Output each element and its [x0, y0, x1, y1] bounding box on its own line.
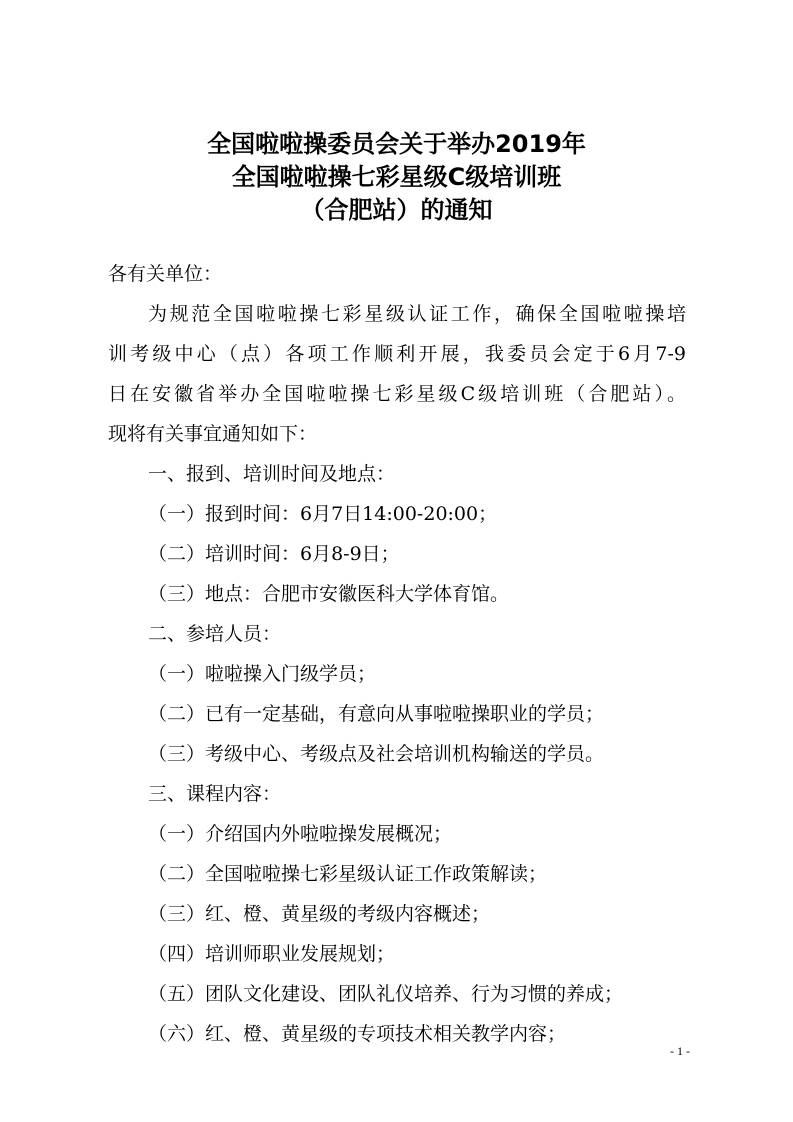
intro-line-3: 日在安徽省举办全国啦啦操七彩星级C级培训班（合肥站）。: [108, 383, 686, 405]
section-2-item-3: （三）考级中心、考级点及社会培训机构输送的学员。: [148, 743, 605, 765]
section-3-item-3: （三）红、橙、黄星级的考级内容概述；: [148, 903, 491, 925]
intro-line-4: 现将有关事宜通知如下：: [108, 423, 318, 445]
section-3-item-2: （二）全国啦啦操七彩星级认证工作政策解读；: [148, 863, 548, 885]
section-3-item-4: （四）培训师职业发展规划；: [148, 943, 396, 965]
section-3-item-1: （一）介绍国内外啦啦操发展概况；: [148, 823, 453, 845]
document-title-line-3: （合肥站）的通知: [300, 196, 493, 224]
section-1-item-2: （二）培训时间：6月8-9日；: [148, 543, 400, 565]
section-3-item-6: （六）红、橙、黄星级的专项技术相关教学内容；: [148, 1023, 567, 1045]
document-title-line-1: 全国啦啦操委员会关于举办2019年: [207, 130, 586, 158]
section-2-item-2: （二）已有一定基础，有意向从事啦啦操职业的学员；: [148, 703, 605, 725]
document-title-line-2: 全国啦啦操七彩星级C级培训班: [231, 163, 562, 191]
section-2-heading: 二、参培人员：: [148, 623, 282, 645]
section-2-item-1: （一）啦啦操入门级学员；: [148, 663, 377, 685]
section-1-heading: 一、报到、培训时间及地点：: [148, 463, 396, 485]
intro-line-1: 为规范全国啦啦操七彩星级认证工作，确保全国啦啦操培: [148, 303, 686, 325]
section-1-item-3: （三）地点：合肥市安徽医科大学体育馆。: [148, 583, 510, 605]
salutation: 各有关单位：: [108, 263, 223, 285]
section-3-heading: 三、课程内容：: [148, 783, 282, 805]
intro-line-2: 训考级中心（点）各项工作顺利开展，我委员会定于6月7-9: [108, 343, 686, 365]
section-3-item-5: （五）团队文化建设、团队礼仪培养、行为习惯的养成；: [148, 983, 624, 1005]
page-number: - 1 -: [670, 1044, 690, 1058]
section-1-item-1: （一）报到时间：6月7日14:00-20:00；: [148, 503, 498, 525]
